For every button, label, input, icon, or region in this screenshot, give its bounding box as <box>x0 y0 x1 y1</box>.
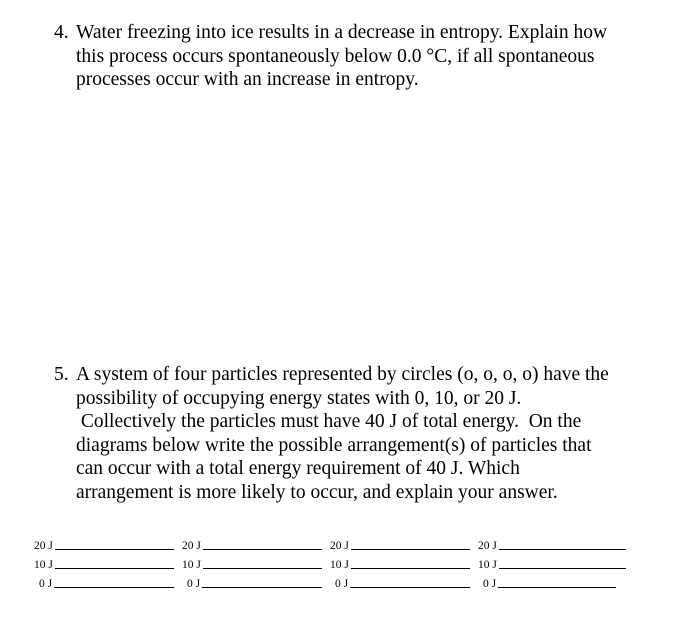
energy-level-20 <box>182 533 322 552</box>
energy-level-label: 10 J <box>330 559 349 571</box>
energy-level-0 <box>34 571 174 590</box>
energy-level-line[interactable] <box>203 549 322 550</box>
energy-level-label: 0 J <box>39 578 53 590</box>
question-4 <box>54 21 674 92</box>
energy-level-20 <box>330 533 470 552</box>
question-line: diagrams below write the possible arrangement(s) of particles that <box>76 434 592 456</box>
energy-diagram-3 <box>330 533 470 590</box>
question-number: 5. <box>54 364 69 385</box>
energy-level-20 <box>478 533 626 552</box>
energy-level-line[interactable] <box>54 587 174 588</box>
energy-level-0 <box>182 571 322 590</box>
energy-level-line[interactable] <box>350 587 470 588</box>
question-text <box>76 21 674 92</box>
energy-level-label: 20 J <box>182 540 201 552</box>
energy-level-line[interactable] <box>498 587 616 588</box>
energy-level-0 <box>330 571 470 590</box>
question-line: A system of four particles represented by circles (o, o, o, o) have the <box>76 364 609 385</box>
energy-level-20 <box>34 533 174 552</box>
energy-level-label: 10 J <box>182 559 201 571</box>
energy-level-label: 20 J <box>478 540 497 552</box>
question-text <box>76 363 674 504</box>
energy-level-line[interactable] <box>499 568 626 569</box>
energy-level-label: 10 J <box>478 559 497 571</box>
question-line: arrangement is more likely to occur, and explain your answer. <box>76 481 558 503</box>
energy-level-10 <box>478 552 626 571</box>
question-line: processes occur with an increase in entropy. <box>76 69 419 90</box>
energy-level-line[interactable] <box>203 568 322 569</box>
energy-level-label: 20 J <box>34 540 53 552</box>
energy-level-label: 0 J <box>187 578 201 590</box>
question-5 <box>54 363 674 504</box>
question-line: can occur with a total energy requirement of 40 J. Which <box>76 458 520 479</box>
energy-diagram-2 <box>182 533 322 590</box>
question-line: this process occurs spontaneously below 0.0 °C, if all spontaneous <box>76 45 595 67</box>
question-line: Collectively the particles must have 40 J of total energy. On the <box>76 411 582 432</box>
question-number: 4. <box>54 22 69 43</box>
energy-level-10 <box>330 552 470 571</box>
energy-level-10 <box>34 552 174 571</box>
energy-diagram-1 <box>34 533 174 590</box>
energy-diagram-4 <box>478 533 626 590</box>
energy-level-10 <box>182 552 322 571</box>
energy-level-label: 0 J <box>335 578 349 590</box>
energy-level-line[interactable] <box>55 568 174 569</box>
energy-level-line[interactable] <box>351 549 470 550</box>
energy-level-label: 20 J <box>330 540 349 552</box>
energy-level-line[interactable] <box>202 587 322 588</box>
energy-level-label: 10 J <box>34 559 53 571</box>
question-line: possibility of occupying energy states with 0, 10, or 20 J. <box>76 387 522 409</box>
energy-level-0 <box>478 571 626 590</box>
energy-level-label: 0 J <box>483 578 497 590</box>
energy-level-line[interactable] <box>499 549 626 550</box>
question-line: Water freezing into ice results in a decrease in entropy. Explain how <box>76 22 608 43</box>
energy-level-line[interactable] <box>55 549 174 550</box>
energy-level-line[interactable] <box>351 568 470 569</box>
